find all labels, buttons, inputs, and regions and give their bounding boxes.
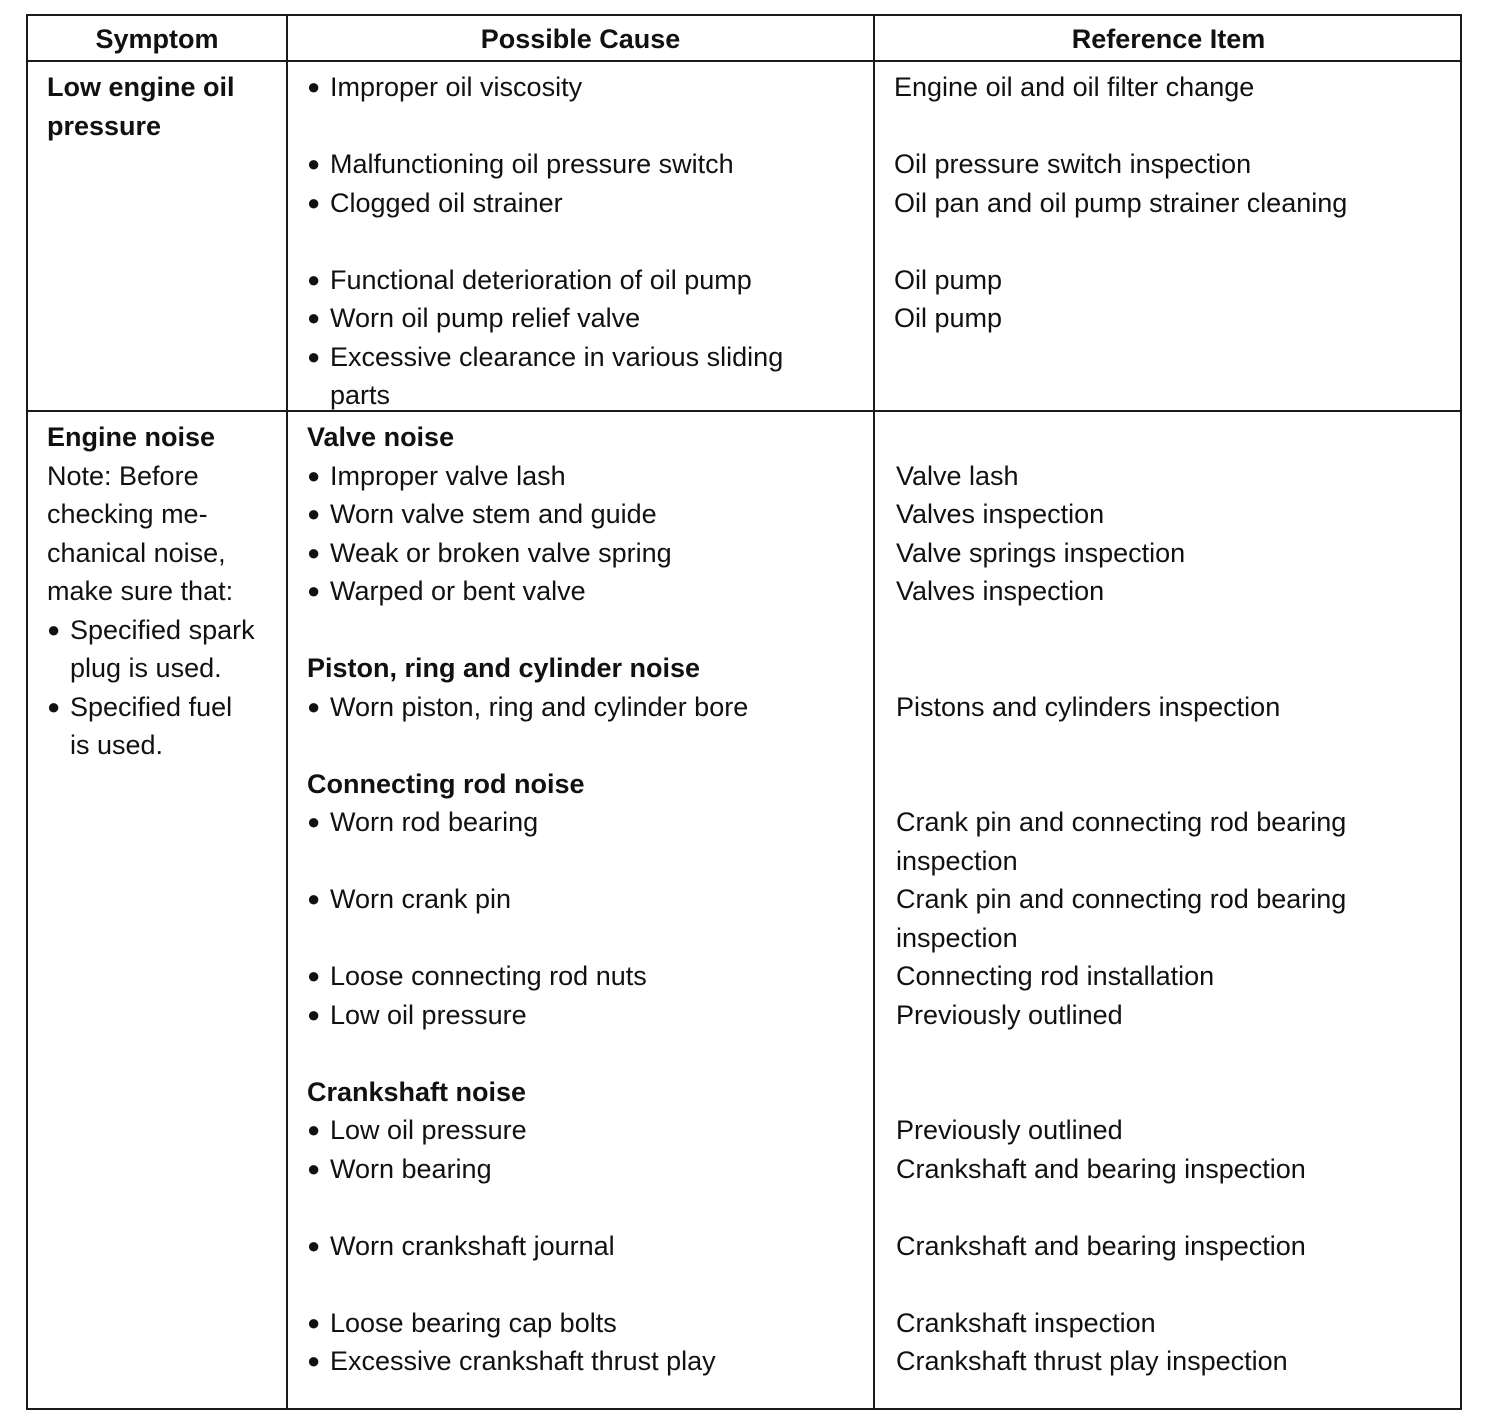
- reference-item: Oil pressure switch inspection: [894, 149, 1252, 179]
- symptom-note-line: checking me-: [47, 499, 208, 529]
- column-divider-1: [286, 16, 288, 1408]
- cause-text: Worn crankshaft journal: [330, 1230, 615, 1261]
- cause-item-continued: [307, 376, 783, 415]
- cause-item: [307, 1111, 748, 1150]
- cause-text: Clogged oil strainer: [330, 187, 563, 218]
- row2-references: [896, 418, 1346, 1381]
- cause-text: Low oil pressure: [330, 1115, 527, 1145]
- cause-item: [307, 261, 783, 300]
- column-divider-2: [873, 16, 875, 1408]
- reference-item: Valves inspection: [896, 576, 1105, 606]
- symptom-bullet-text: is used.: [70, 730, 164, 760]
- bullet-icon: ●: [307, 886, 321, 911]
- cause-item: [307, 1304, 748, 1343]
- cause-item: [307, 184, 783, 223]
- symptom-note-line: Note: Before: [47, 460, 199, 491]
- symptom-note-line: make sure that:: [47, 576, 234, 606]
- cause-text: Worn valve stem and guide: [330, 499, 657, 529]
- symptom-bullet: [47, 688, 255, 727]
- bullet-icon: ●: [307, 1348, 321, 1373]
- cause-text: Malfunctioning oil pressure switch: [330, 149, 734, 179]
- bullet-icon: ●: [307, 578, 321, 603]
- cause-item: [307, 1150, 748, 1189]
- cause-item: [307, 957, 748, 996]
- cause-item: [307, 803, 748, 842]
- reference-item: Connecting rod installation: [896, 961, 1215, 991]
- reference-item: Oil pump: [894, 264, 1003, 295]
- cause-text: Worn rod bearing: [330, 807, 539, 837]
- cause-item: [307, 338, 783, 377]
- symptom-line: pressure: [47, 110, 162, 141]
- symptom-bullet-text: Specified fuel: [70, 691, 233, 722]
- row2-symptom: [47, 418, 255, 765]
- cause-text: Functional deterioration of oil pump: [330, 264, 752, 295]
- reference-item: Valves inspection: [896, 499, 1105, 529]
- reference-item: Crankshaft inspection: [896, 1307, 1156, 1338]
- bullet-icon: ●: [307, 501, 321, 526]
- bullet-icon: ●: [307, 963, 321, 988]
- cause-text: Improper oil viscosity: [330, 72, 583, 102]
- cause-text: Loose bearing cap bolts: [330, 1307, 617, 1338]
- bullet-icon: ●: [307, 693, 321, 719]
- reference-item: Crank pin and connecting rod bearing: [896, 884, 1347, 914]
- bullet-icon: ●: [307, 1155, 321, 1181]
- bullet-icon: ●: [47, 693, 61, 719]
- crankshaft-noise-heading: Crankshaft noise: [307, 1076, 527, 1107]
- bullet-icon: ●: [307, 1001, 321, 1027]
- symptom-bullet-text: plug is used.: [70, 653, 222, 683]
- reference-item: Crankshaft thrust play inspection: [896, 1346, 1288, 1376]
- cause-text: Weak or broken valve spring: [330, 537, 672, 568]
- connecting-rod-noise-heading: Connecting rod noise: [307, 768, 585, 799]
- bullet-icon: ●: [307, 305, 321, 330]
- cause-text: parts: [330, 380, 391, 410]
- symptom-bullet-continued: [47, 726, 255, 765]
- cause-item: [307, 534, 748, 573]
- cause-text: Excessive clearance in various sliding: [330, 341, 784, 372]
- cause-item: [307, 145, 783, 184]
- row1-symptom: [47, 68, 235, 145]
- cause-item: [307, 457, 748, 496]
- bullet-icon: ●: [47, 616, 61, 642]
- bullet-icon: ●: [307, 189, 321, 215]
- bullet-icon: ●: [307, 539, 321, 565]
- symptom-bullet-text: Specified spark: [70, 614, 255, 645]
- bullet-icon: ●: [307, 809, 321, 834]
- piston-noise-heading: Piston, ring and cylinder noise: [307, 653, 701, 683]
- reference-item: Previously outlined: [896, 999, 1123, 1030]
- bullet-icon: ●: [307, 1232, 321, 1258]
- header-possible-cause: Possible Cause: [480, 24, 681, 54]
- reference-item: Valve lash: [896, 460, 1019, 491]
- cause-item: [307, 996, 748, 1035]
- reference-item: Crankshaft and bearing inspection: [896, 1153, 1306, 1184]
- header-divider: [28, 60, 1460, 62]
- cause-text: Worn bearing: [330, 1153, 492, 1184]
- reference-item: Valve springs inspection: [896, 537, 1186, 568]
- symptom-line: Low engine oil: [47, 72, 235, 102]
- bullet-icon: ●: [307, 74, 321, 99]
- row2-causes: [307, 418, 748, 1381]
- troubleshooting-table: [26, 14, 1462, 1410]
- valve-noise-heading: Valve noise: [307, 422, 455, 452]
- reference-item: Crankshaft and bearing inspection: [896, 1230, 1306, 1261]
- symptom-title: Engine noise: [47, 422, 216, 452]
- cause-text: Worn oil pump relief valve: [330, 303, 641, 333]
- cause-item: [307, 1227, 748, 1266]
- cause-text: Loose connecting rod nuts: [330, 961, 647, 991]
- row1-causes: [307, 68, 783, 415]
- reference-item-continued: inspection: [896, 845, 1018, 876]
- cause-item: [307, 688, 748, 727]
- reference-item: Oil pan and oil pump strainer cleaning: [894, 187, 1348, 218]
- cause-text: Excessive crankshaft thrust play: [330, 1346, 716, 1376]
- bullet-icon: ●: [307, 1309, 321, 1335]
- cause-item: [307, 495, 748, 534]
- cause-text: Warped or bent valve: [330, 576, 586, 606]
- cause-text: Worn crank pin: [330, 884, 512, 914]
- cause-item: [307, 299, 783, 338]
- cause-item: [307, 68, 783, 107]
- reference-item: Previously outlined: [896, 1115, 1123, 1145]
- symptom-bullet: [47, 611, 255, 650]
- bullet-icon: ●: [307, 343, 321, 369]
- reference-item: Oil pump: [894, 303, 1003, 333]
- cause-text: Low oil pressure: [330, 999, 527, 1030]
- bullet-icon: ●: [307, 1117, 321, 1142]
- bullet-icon: ●: [307, 266, 321, 292]
- cause-text: Worn piston, ring and cylinder bore: [330, 691, 749, 722]
- reference-item: Crank pin and connecting rod bearing: [896, 807, 1347, 837]
- cause-text: Improper valve lash: [330, 460, 566, 491]
- bullet-icon: ●: [307, 462, 321, 488]
- row1-references: [894, 68, 1347, 338]
- header-symptom: Symptom: [95, 24, 219, 54]
- reference-item-continued: inspection: [896, 922, 1018, 953]
- reference-item: Pistons and cylinders inspection: [896, 691, 1281, 722]
- symptom-note-line: chanical noise,: [47, 537, 226, 568]
- reference-item: Engine oil and oil filter change: [894, 72, 1255, 102]
- symptom-bullet-continued: [47, 649, 255, 688]
- header-reference-item: Reference Item: [1071, 24, 1266, 54]
- cause-item: [307, 1342, 748, 1381]
- cause-item: [307, 572, 748, 611]
- bullet-icon: ●: [307, 151, 321, 176]
- cause-item: [307, 880, 748, 919]
